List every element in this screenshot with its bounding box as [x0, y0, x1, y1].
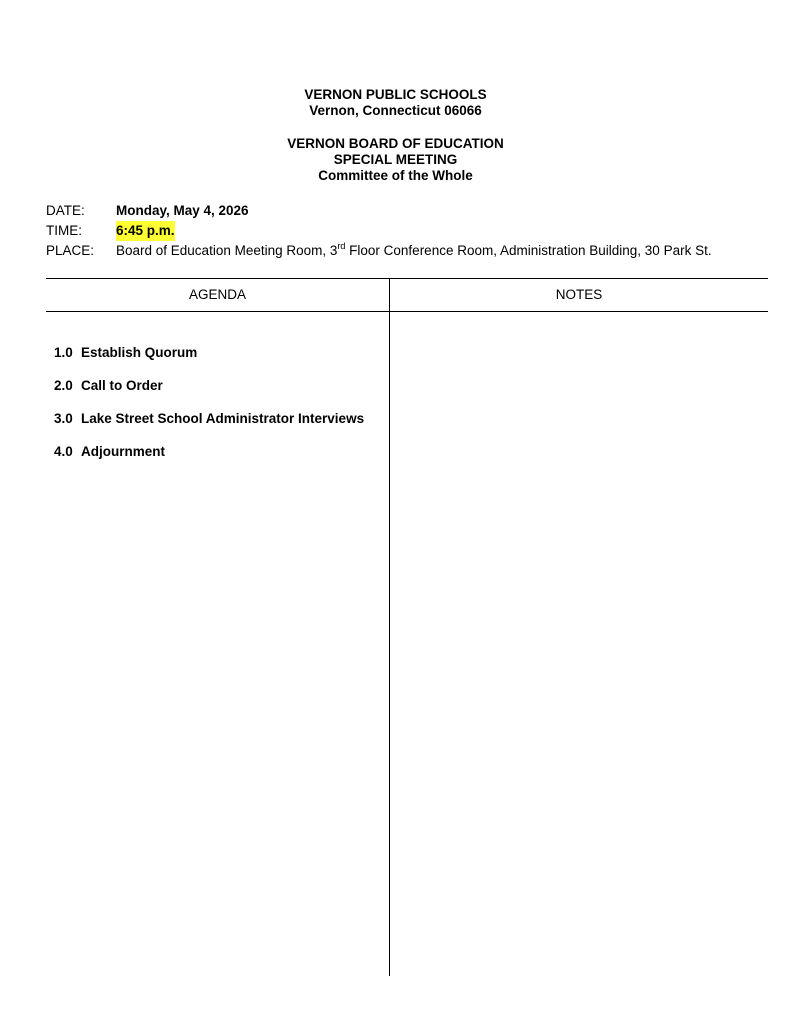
- place-value-part-2: Floor Conference Room, Administration Building, 30 Park St.: [345, 243, 712, 258]
- meeting-header: [0, 136, 791, 184]
- time-label: TIME:: [46, 223, 82, 238]
- agenda-item-number: 3.0: [54, 411, 73, 426]
- table-header-rule: [46, 311, 768, 312]
- place-value: [116, 241, 712, 261]
- committee-name: Committee of the Whole: [318, 168, 473, 183]
- agenda-item: [54, 376, 364, 409]
- agenda-list: [54, 343, 364, 475]
- table-top-rule: [46, 278, 768, 279]
- agenda-item-text: Call to Order: [81, 378, 163, 393]
- agenda-item-number: 2.0: [54, 378, 73, 393]
- place-value-part-1: Board of Education Meeting Room, 3: [116, 243, 338, 258]
- agenda-item-text: Establish Quorum: [81, 345, 198, 360]
- agenda-item-text: Adjournment: [81, 444, 165, 459]
- agenda-item: [54, 442, 364, 475]
- notes-column-header: NOTES: [555, 287, 603, 302]
- meeting-type: SPECIAL MEETING: [333, 152, 458, 167]
- district-address: Vernon, Connecticut 06066: [309, 103, 482, 118]
- column-divider: [389, 278, 390, 976]
- agenda-item-number: 4.0: [54, 444, 73, 459]
- time-value: 6:45 p.m.: [116, 221, 175, 241]
- place-label: PLACE:: [46, 243, 95, 258]
- place-row: [46, 241, 712, 261]
- place-value-ordinal: rd: [337, 240, 346, 251]
- agenda-item: [54, 409, 364, 442]
- time-row: [46, 221, 712, 241]
- district-name: VERNON PUBLIC SCHOOLS: [304, 87, 487, 102]
- board-name: VERNON BOARD OF EDUCATION: [287, 136, 504, 151]
- agenda-item: [54, 343, 364, 376]
- date-row: [46, 201, 712, 221]
- date-value: Monday, May 4, 2026: [116, 203, 249, 218]
- district-header: [0, 87, 791, 119]
- agenda-item-number: 1.0: [54, 345, 73, 360]
- date-label: DATE:: [46, 203, 85, 218]
- agenda-column-header: AGENDA: [188, 287, 246, 302]
- meeting-details: [46, 201, 712, 261]
- agenda-item-text: Lake Street School Administrator Interviews: [81, 411, 365, 426]
